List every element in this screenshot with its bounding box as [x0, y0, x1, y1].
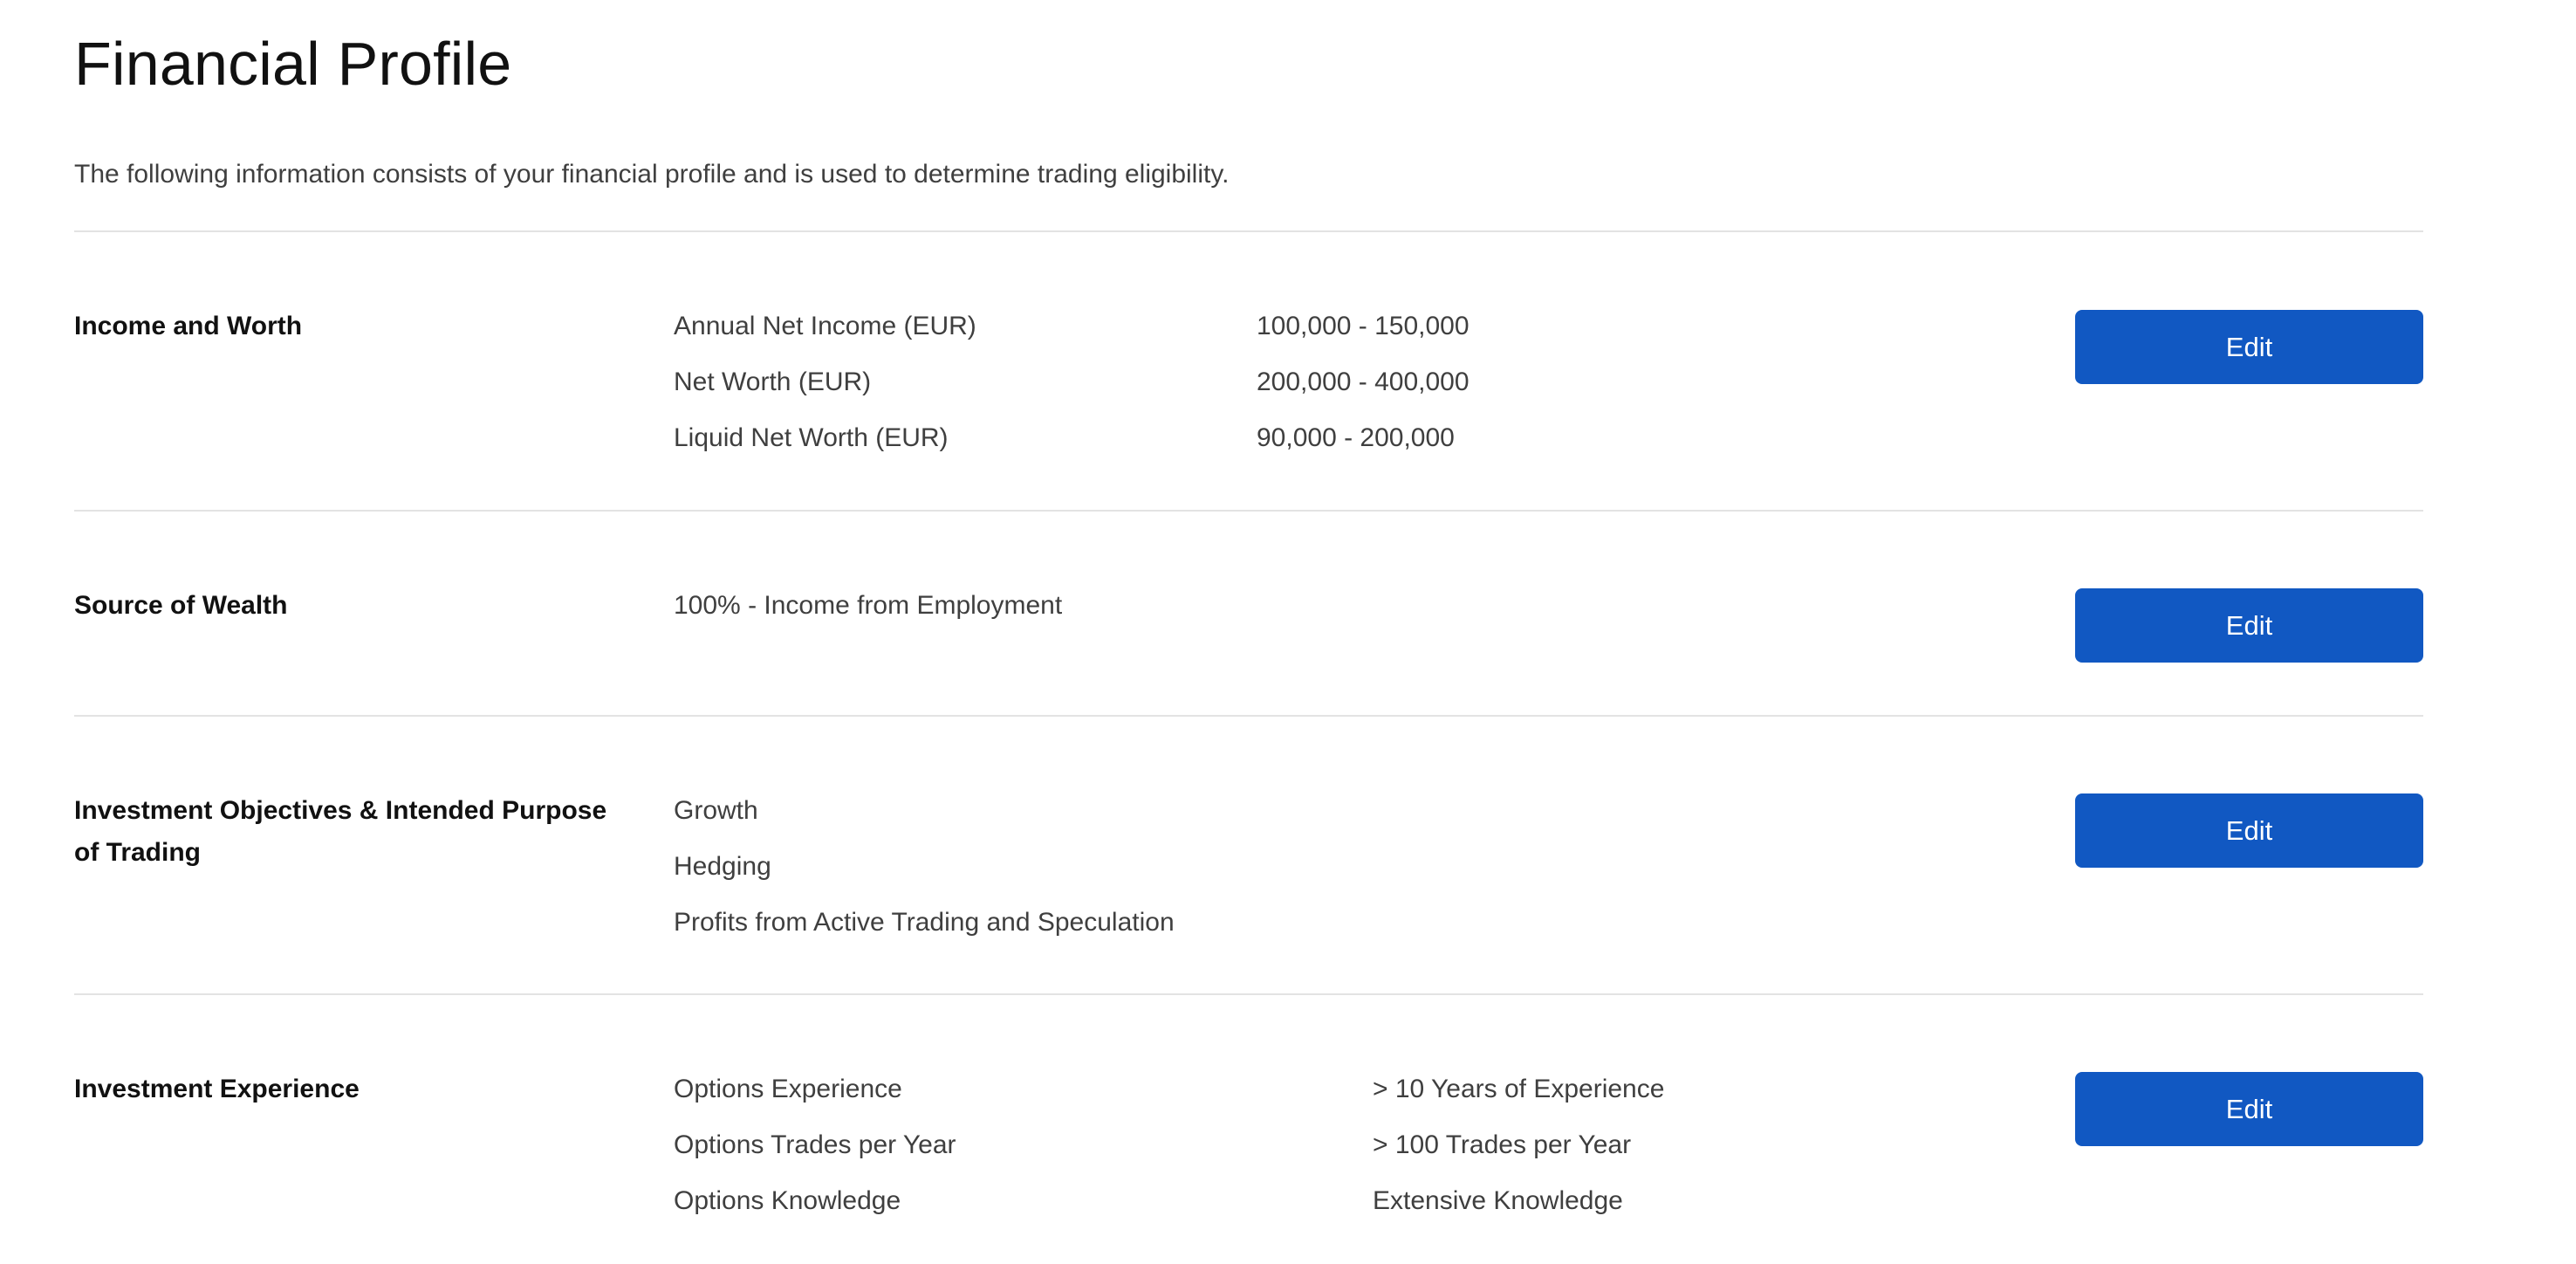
net-worth-label: Net Worth (EUR): [674, 368, 872, 396]
page-title: Financial Profile: [74, 30, 512, 98]
options-experience-value: > 10 Years of Experience: [1373, 1075, 1665, 1103]
options-trades-label: Options Trades per Year: [674, 1130, 956, 1159]
annual-net-income-label: Annual Net Income (EUR): [674, 312, 976, 340]
objective-hedging: Hedging: [674, 852, 771, 881]
investment-experience-title: Investment Experience: [74, 1075, 360, 1103]
source-of-wealth-edit-button[interactable]: Edit: [2075, 588, 2423, 663]
investment-experience-edit-button[interactable]: Edit: [2075, 1072, 2423, 1146]
investment-objectives-title: Investment Objectives & Intended Purpose of Trading: [74, 796, 607, 867]
investment-objectives-edit-button[interactable]: Edit: [2075, 793, 2423, 868]
income-and-worth-title: Income and Worth: [74, 312, 303, 340]
income-and-worth-edit-button[interactable]: Edit: [2075, 310, 2423, 384]
source-of-wealth-title: Source of Wealth: [74, 591, 288, 620]
liquid-net-worth-value: 90,000 - 200,000: [1257, 423, 1455, 452]
liquid-net-worth-label: Liquid Net Worth (EUR): [674, 423, 949, 452]
section-divider: [74, 510, 2423, 512]
options-experience-label: Options Experience: [674, 1075, 902, 1103]
annual-net-income-value: 100,000 - 150,000: [1257, 312, 1470, 340]
objective-growth: Growth: [674, 796, 758, 825]
net-worth-value: 200,000 - 400,000: [1257, 368, 1470, 396]
options-trades-value: > 100 Trades per Year: [1373, 1130, 1632, 1159]
section-divider: [74, 230, 2423, 232]
source-of-wealth-item: 100% - Income from Employment: [674, 591, 1063, 620]
section-divider: [74, 993, 2423, 995]
page-intro: The following information consists of your financial profile and is used to determine trading eligibility.: [74, 160, 1230, 189]
section-divider: [74, 715, 2423, 717]
options-knowledge-label: Options Knowledge: [674, 1186, 901, 1215]
options-knowledge-value: Extensive Knowledge: [1373, 1186, 1623, 1215]
objective-speculation: Profits from Active Trading and Speculation: [674, 908, 1175, 937]
